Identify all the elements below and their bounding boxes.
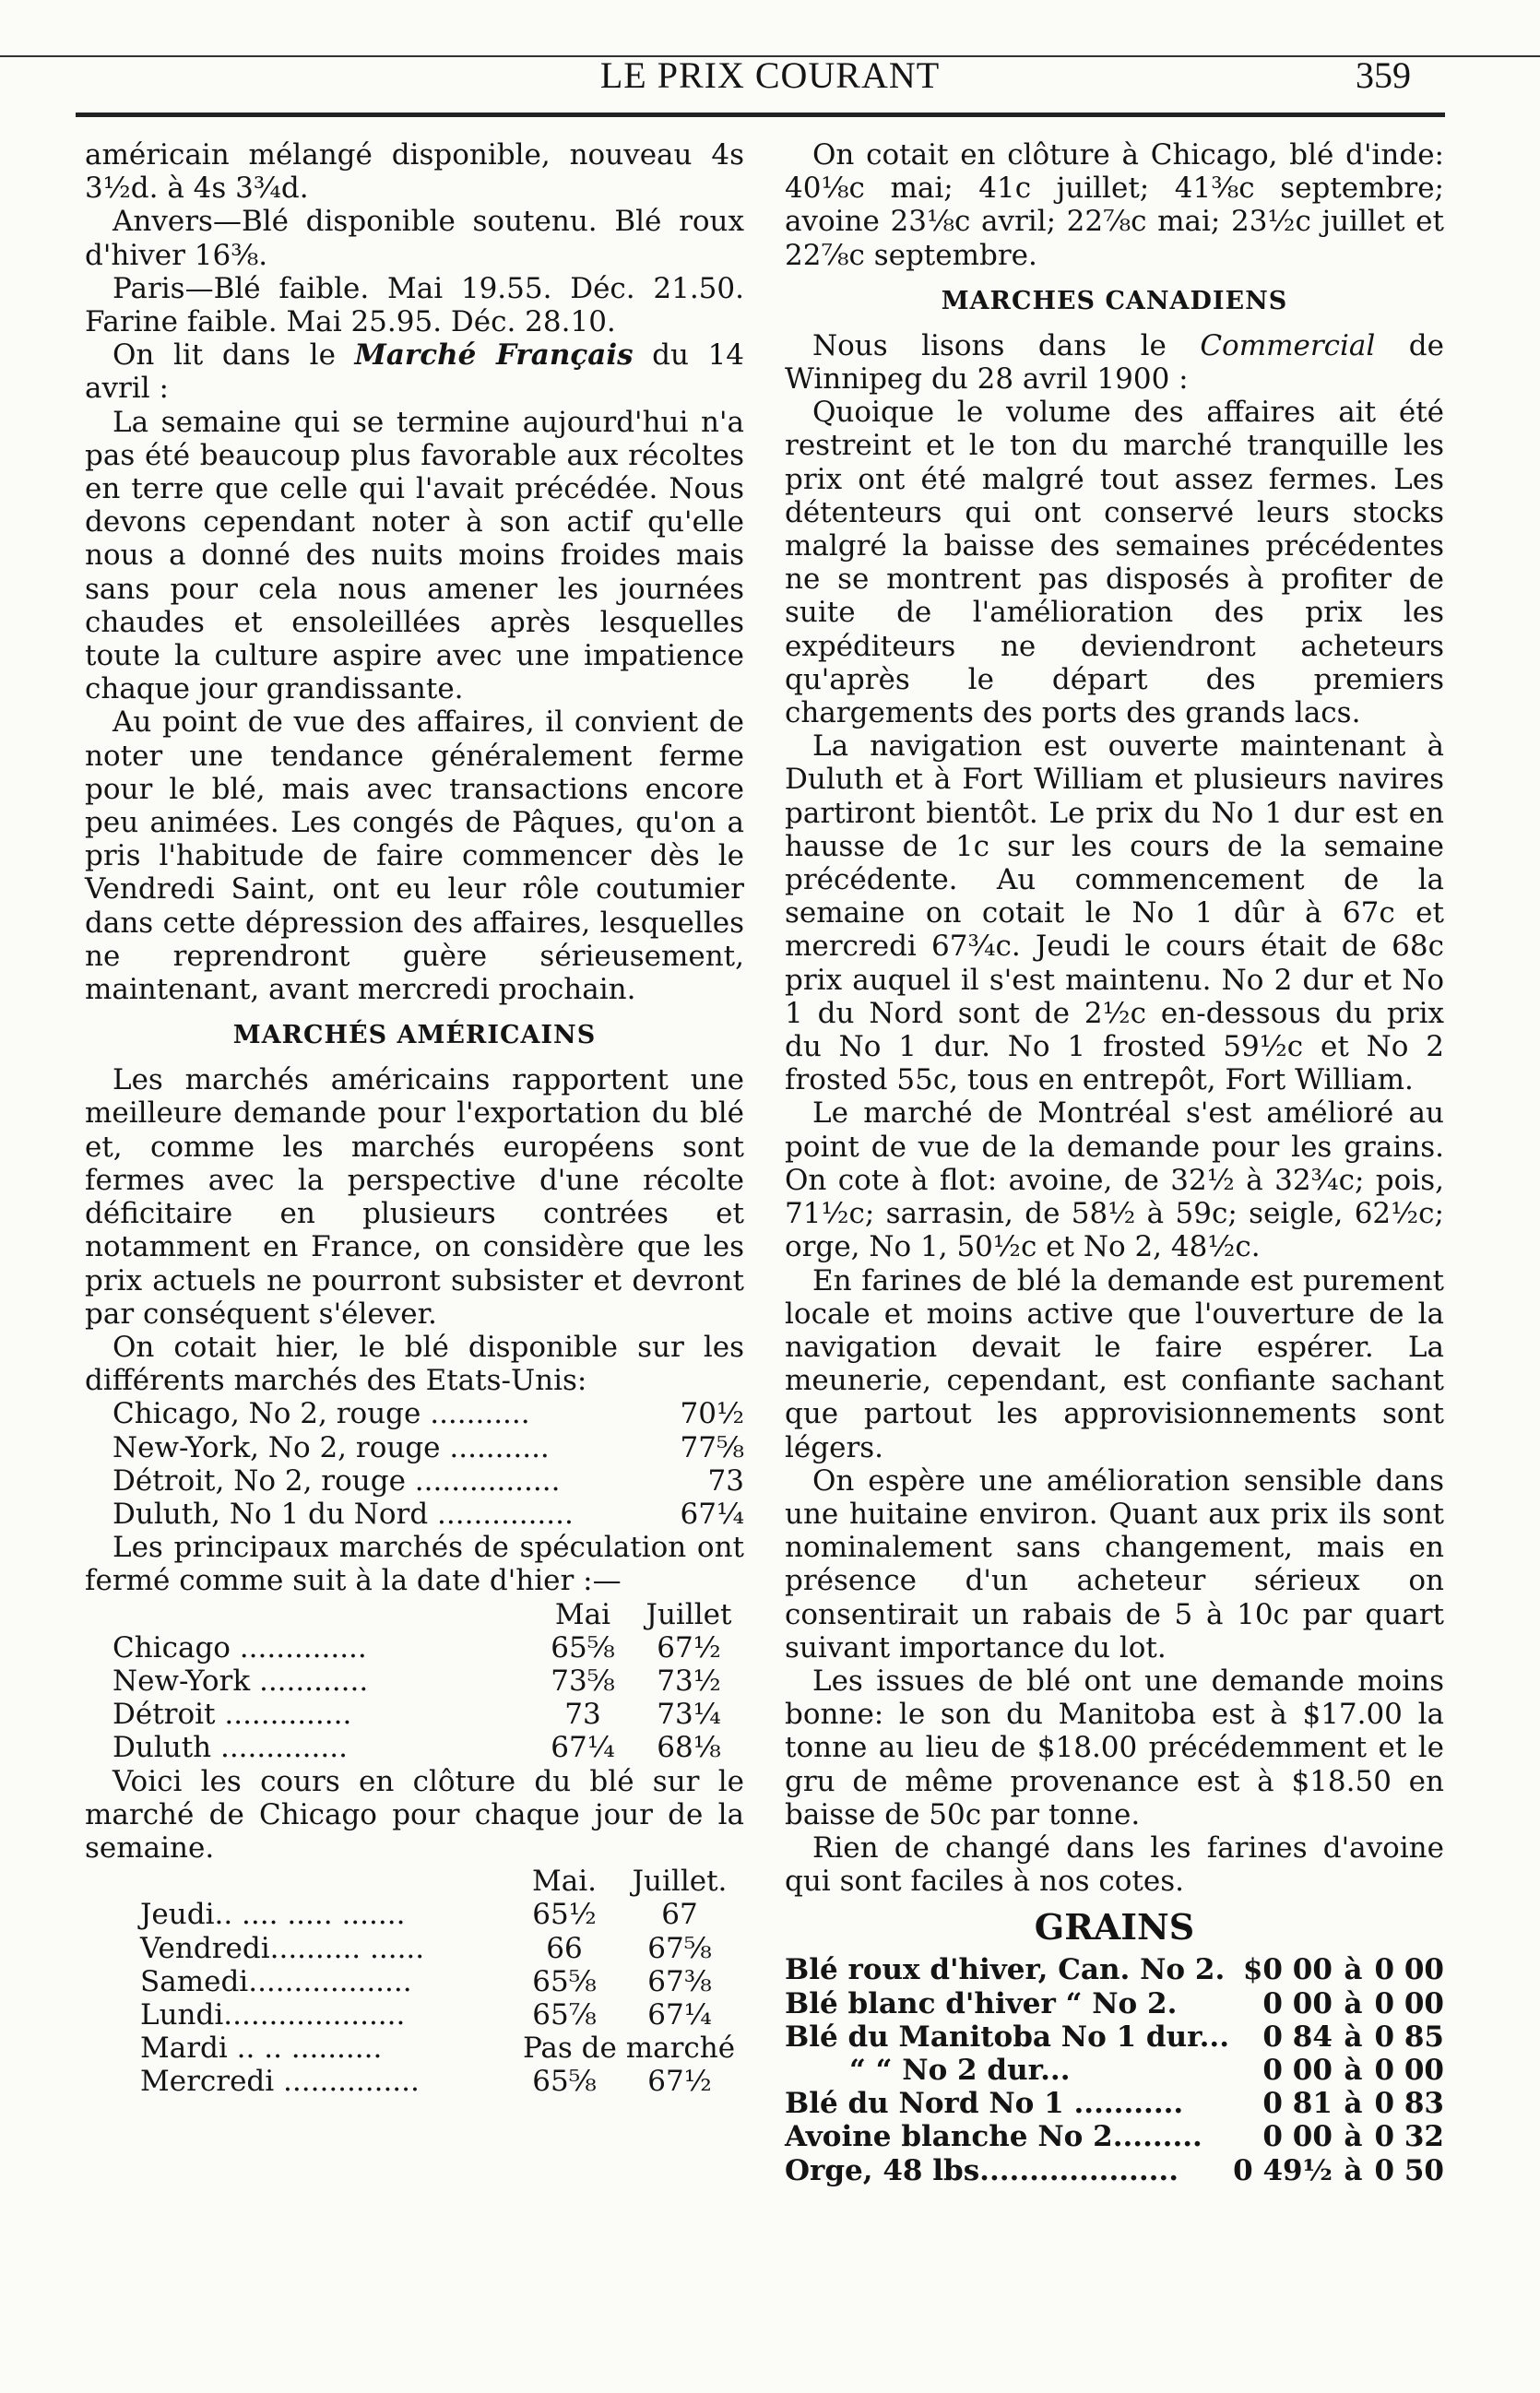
week-day-text: Vendredi — [140, 1931, 270, 1965]
week-day-text: Mardi — [140, 2032, 228, 2066]
grain-label: Blé du Manitoba No 1 dur... — [785, 2020, 1230, 2054]
week-day-text: Lundi — [140, 1997, 224, 2032]
week-mai: 65⅝ — [532, 2065, 597, 2099]
grain-low: 0 00 — [1262, 1986, 1333, 2020]
spec-juillet: 73½ — [657, 1664, 721, 1698]
table-row — [785, 2154, 1444, 2187]
spec-label-text: Chicago — [113, 1630, 231, 1664]
right-paragraph-commercial — [785, 329, 1444, 396]
spot-label: Détroit, No 2, rouge ................ — [113, 1463, 561, 1498]
spot-label: Chicago, No 2, rouge ........... — [113, 1397, 530, 1431]
table-row — [140, 1998, 744, 2032]
left-paragraph-paris: Paris—Blé faible. Mai 19.55. Déc. 21.50. Farine faible. Mai 25.95. Déc. 28.10. — [85, 271, 744, 339]
spot-price: 70½ — [680, 1397, 744, 1431]
table-row — [785, 1953, 1444, 1986]
week-day: Jeudi.. .... ..... ....... — [140, 1898, 406, 1932]
table-row — [140, 2065, 744, 2098]
spec-juillet: 68⅛ — [657, 1731, 721, 1765]
grain-low: 0 81 — [1262, 2087, 1333, 2121]
table-row — [785, 2054, 1444, 2087]
grain-label: Avoine blanche No 2......... — [785, 2120, 1202, 2154]
spec-juillet: 67½ — [657, 1630, 721, 1664]
table-header-row — [140, 1865, 744, 1898]
spec-header-juillet: Juillet — [646, 1597, 732, 1631]
spot-prices-table — [113, 1397, 744, 1531]
left-column — [85, 138, 744, 2099]
grain-to: à — [1344, 2020, 1363, 2054]
heading-marches-americains: MARCHÉS AMÉRICAINS — [232, 1021, 597, 1050]
right-paragraph-amelioration: On espère une amélioration sensible dans une huitaine environ. Quant aux prix ils sont nominalement sans changement, mais en présence d'un acheteur sérieux on consentirait un rabais de 5 à 10c par quart suivant importance du lot. — [785, 1463, 1444, 1664]
left-paragraph-disponible: On cotait hier, le blé disponible sur les différents marchés des Etats-Unis: — [85, 1330, 744, 1398]
table-row — [113, 1464, 744, 1498]
grain-high: 0 00 — [1374, 1953, 1444, 1987]
spec-mai: 65⅝ — [551, 1630, 615, 1664]
left-paragraph-anvers: Anvers—Blé disponible soutenu. Blé roux d'hiver 16⅜. — [85, 205, 744, 272]
spec-label: Détroit .............. — [113, 1698, 352, 1732]
week-day-text: Samedi — [140, 1964, 249, 1998]
spot-price: 77⅝ — [680, 1430, 744, 1464]
week-juillet: 67⅜ — [647, 1964, 712, 1998]
commercial-intro: Nous lisons dans le — [812, 328, 1201, 362]
grains-table — [785, 1953, 1444, 2186]
grain-to: à — [1344, 2120, 1363, 2154]
left-paragraph-1: américain mélangé disponible, nouveau 4s 3½d. à 4s 3¾d. — [85, 138, 744, 206]
spec-juillet: 73¼ — [657, 1698, 721, 1732]
left-paragraph-marche-francais — [85, 338, 744, 405]
commercial-date: de Winnipeg du 28 avril 1900 : — [785, 328, 1444, 397]
table-row — [785, 2020, 1444, 2054]
right-paragraph-navigation: La navigation est ouverte maintenant à Duluth et à Fort William et plusieurs navires partiront bientôt. Le prix du No 1 dur est en hausse de 1c sur les cours de la semaine précédente. Au commencement de la semaine on cotait le No 1 dûr à 67c et mercredi 67¾c. Jeudi le cours était de 68c prix auquel il s'est maintenu. No 2 dur et No 1 du Nord sont de 2½c en-dessous du prix du No 1 dur. No 1 frosted 59½c et No 2 frosted 55c, tous en entrepôt, Fort William. — [785, 729, 1444, 1097]
week-header-blank — [140, 1865, 514, 1898]
left-paragraph-americains: Les marchés américains rapportent une meilleure demande pour l'exportation du blé et, comme les marchés européens sont fermes avec la perspective d'une récolte déficitaire en plusieurs contrées et notamment en France, on considère que les prix actuels ne pourront subsister et devront par conséquent s'élever. — [85, 1063, 744, 1331]
spec-label: Chicago .............. — [113, 1630, 367, 1664]
grain-to: à — [1344, 1953, 1363, 1987]
grain-high: 0 50 — [1374, 2153, 1444, 2187]
right-column — [785, 138, 1444, 2187]
week-note: Pas de marché — [522, 2032, 736, 2066]
right-paragraph-avoine: Rien de changé dans les farines d'avoine qui sont faciles à nos cotes. — [785, 1830, 1444, 1899]
commercial-title: Commercial — [1200, 328, 1376, 362]
table-row — [140, 1965, 744, 1998]
grain-low: $0 00 — [1242, 1953, 1333, 1987]
grain-to: à — [1344, 1986, 1363, 2020]
table-row — [140, 2032, 744, 2065]
grain-to: à — [1344, 2053, 1363, 2087]
table-row — [113, 1631, 744, 1664]
spot-label-text: Chicago, No 2, rouge — [113, 1397, 421, 1431]
spot-price: 73 — [707, 1463, 744, 1498]
week-juillet: 67⅝ — [647, 1931, 712, 1965]
spec-label-text: New-York — [113, 1664, 251, 1698]
week-mai: 65⅝ — [532, 1964, 597, 1998]
heading-grains: GRAINS — [1034, 1906, 1195, 1949]
spec-mai: 67¼ — [551, 1731, 615, 1765]
spec-label: Duluth .............. — [113, 1731, 348, 1765]
spot-price: 67¼ — [680, 1497, 744, 1531]
week-mai: 66 — [546, 1931, 583, 1965]
grain-high: 0 00 — [1374, 1986, 1444, 2020]
spec-mai: 73 — [564, 1698, 601, 1732]
week-day-text: Mercredi — [140, 2065, 275, 2099]
week-day: Vendredi.......... ...... — [140, 1931, 425, 1965]
spot-label-text: Détroit, No 2, rouge — [113, 1463, 406, 1498]
week-juillet: 67½ — [647, 2065, 712, 2099]
week-day: Mardi .. .. .......... — [140, 2032, 383, 2066]
table-row — [785, 1987, 1444, 2020]
grain-high: 0 85 — [1374, 2020, 1444, 2054]
table-row — [785, 2087, 1444, 2120]
spec-mai: 73⅝ — [551, 1664, 615, 1698]
table-header-row — [113, 1598, 744, 1631]
week-day: Samedi.................. — [140, 1964, 412, 1998]
right-paragraph-volume: Quoique le volume des affaires ait été restreint et le ton du marché tranquille les prix ont été malgré tout assez fermes. Les détenteurs qui ont conservé leurs stocks malgré la baisse des semaines précédentes ne se montrent pas disposés à profiter de suite de l'amélioration des prix les expéditeurs ne deviendront acheteurs qu'après le départ des premiers chargements des ports des grands lacs. — [785, 396, 1444, 730]
table-row — [140, 1898, 744, 1931]
left-paragraph-semaine: La semaine qui se termine aujourd'hui n'a pas été beaucoup plus favorable aux récoltes en terre que celle qui l'avait précédée. Nous devons cependant noter à son actif qu'elle nous a donné des nuits moins froides mais sans pour cela nous amener les journées chaudes et ensoleillées après lesquelles toute la culture aspire avec une impatience chaque jour grandissante. — [85, 405, 744, 706]
grain-to: à — [1344, 2087, 1363, 2121]
grain-high: 0 32 — [1374, 2120, 1444, 2154]
left-paragraph-chicago-week: Voici les cours en clôture du blé sur le marché de Chicago pour chaque jour de la semaine. — [85, 1764, 744, 1865]
spec-label: New-York ............ — [113, 1664, 369, 1698]
week-juillet: 67¼ — [647, 1997, 712, 2032]
week-juillet: 67 — [661, 1898, 698, 1932]
week-header-mai: Mai. — [532, 1865, 597, 1899]
spot-label: Duluth, No 1 du Nord ............... — [113, 1497, 574, 1531]
grain-low: 0 00 — [1262, 2120, 1333, 2154]
table-row — [785, 2120, 1444, 2153]
grain-low: 0 49½ — [1233, 2153, 1333, 2187]
table-row — [113, 1698, 744, 1731]
spec-header-blank — [113, 1598, 532, 1631]
table-row — [140, 1932, 744, 1965]
spot-label: New-York, No 2, rouge ........... — [113, 1430, 550, 1464]
heading-marches-canadiens: MARCHES CANADIENS — [941, 286, 1288, 315]
week-day: Mercredi ............... — [140, 2065, 420, 2099]
page-number: 359 — [1356, 54, 1411, 96]
spot-label-text: Duluth, No 1 du Nord — [113, 1497, 429, 1531]
grain-low: 0 84 — [1262, 2020, 1333, 2054]
spec-header-mai: Mai — [554, 1597, 611, 1631]
header-rule — [76, 113, 1445, 117]
table-row — [113, 1397, 744, 1430]
right-paragraph-chicago-close: On cotait en clôture à Chicago, blé d'inde: 40⅛c mai; 41c juillet; 41⅜c septembre; avoine 23⅛c avril; 22⅞c mai; 23½c juillet et 22⅞c septembre. — [785, 138, 1444, 272]
grain-to: à — [1344, 2153, 1363, 2187]
spot-label-text: New-York, No 2, rouge — [113, 1430, 441, 1464]
grain-label: “ “ No 2 dur... — [849, 2053, 1071, 2087]
week-header-juillet: Juillet. — [632, 1865, 728, 1899]
grain-label-text: Blé du Nord No 1 — [785, 2087, 1064, 2121]
week-mai: 65½ — [532, 1898, 597, 1932]
page-header — [0, 37, 1540, 101]
marche-francais-intro: On lit dans le — [113, 338, 355, 373]
table-row — [113, 1664, 744, 1698]
week-mai: 65⅞ — [532, 1997, 597, 2032]
speculation-table — [113, 1598, 744, 1765]
table-row — [113, 1498, 744, 1531]
grain-label-text: Avoine blanche No 2 — [785, 2120, 1113, 2154]
grain-label-text: Orge, 48 lbs — [785, 2153, 980, 2187]
grain-label: Blé du Nord No 1 ........... — [785, 2087, 1184, 2121]
grain-high: 0 83 — [1374, 2087, 1444, 2121]
spec-label-text: Détroit — [113, 1698, 216, 1732]
grain-label: Blé roux d'hiver, Can. No 2. — [785, 1953, 1226, 1987]
right-paragraph-montreal: Le marché de Montréal s'est amélioré au point de vue de la demande pour les grains. On cote à flot: avoine, de 32½ à 32¾c; pois, 71½c; sarrasin, de 58½ à 59c; seigle, 62½c; orge, No 1, 50½c et No 2, 48½c. — [785, 1096, 1444, 1264]
chicago-week-table — [140, 1865, 744, 2098]
grain-low: 0 00 — [1262, 2053, 1333, 2087]
grain-label: Blé blanc d'hiver “ No 2. — [785, 1986, 1178, 2020]
table-row — [113, 1431, 744, 1464]
marche-francais-date: du 14 avril : — [85, 338, 745, 406]
left-paragraph-affaires: Au point de vue des affaires, il convient de noter une tendance généralement ferme pour le blé, mais avec transactions encore peu animées. Les congés de Pâques, qu'on a pris l'habitude de faire commencer dès le Vendredi Saint, ont eu leur rôle coutumier dans cette dépression des affaires, lesquelles ne reprendront guère sérieusement, maintenant, avant mercredi prochain. — [85, 705, 744, 1007]
right-paragraph-farines: En farines de blé la demande est purement locale et moins active que l'ouverture de la navigation devait le faire espérer. La meunerie, cependant, est confiante sachant que partout les approvisionnements sont légers. — [785, 1263, 1444, 1464]
spec-label-text: Duluth — [113, 1731, 212, 1765]
table-row — [113, 1731, 744, 1764]
right-paragraph-issues: Les issues de blé ont une demande moins bonne: le son du Manitoba est à $17.00 la tonne au lieu de $18.00 précédemment et le gru de même provenance est à $18.50 en baisse de 50c par tonne. — [785, 1664, 1444, 1831]
marche-francais-title: Marché Français — [354, 338, 634, 373]
week-day: Lundi.................... — [140, 1997, 406, 2032]
left-paragraph-speculation: Les principaux marchés de spéculation ont fermé comme suit à la date d'hier :— — [85, 1531, 744, 1598]
journal-title: LE PRIX COURANT — [599, 54, 941, 96]
week-day-text: Jeudi — [140, 1898, 215, 1932]
grain-label: Orge, 48 lbs.................... — [785, 2153, 1179, 2187]
grain-high: 0 00 — [1374, 2053, 1444, 2087]
